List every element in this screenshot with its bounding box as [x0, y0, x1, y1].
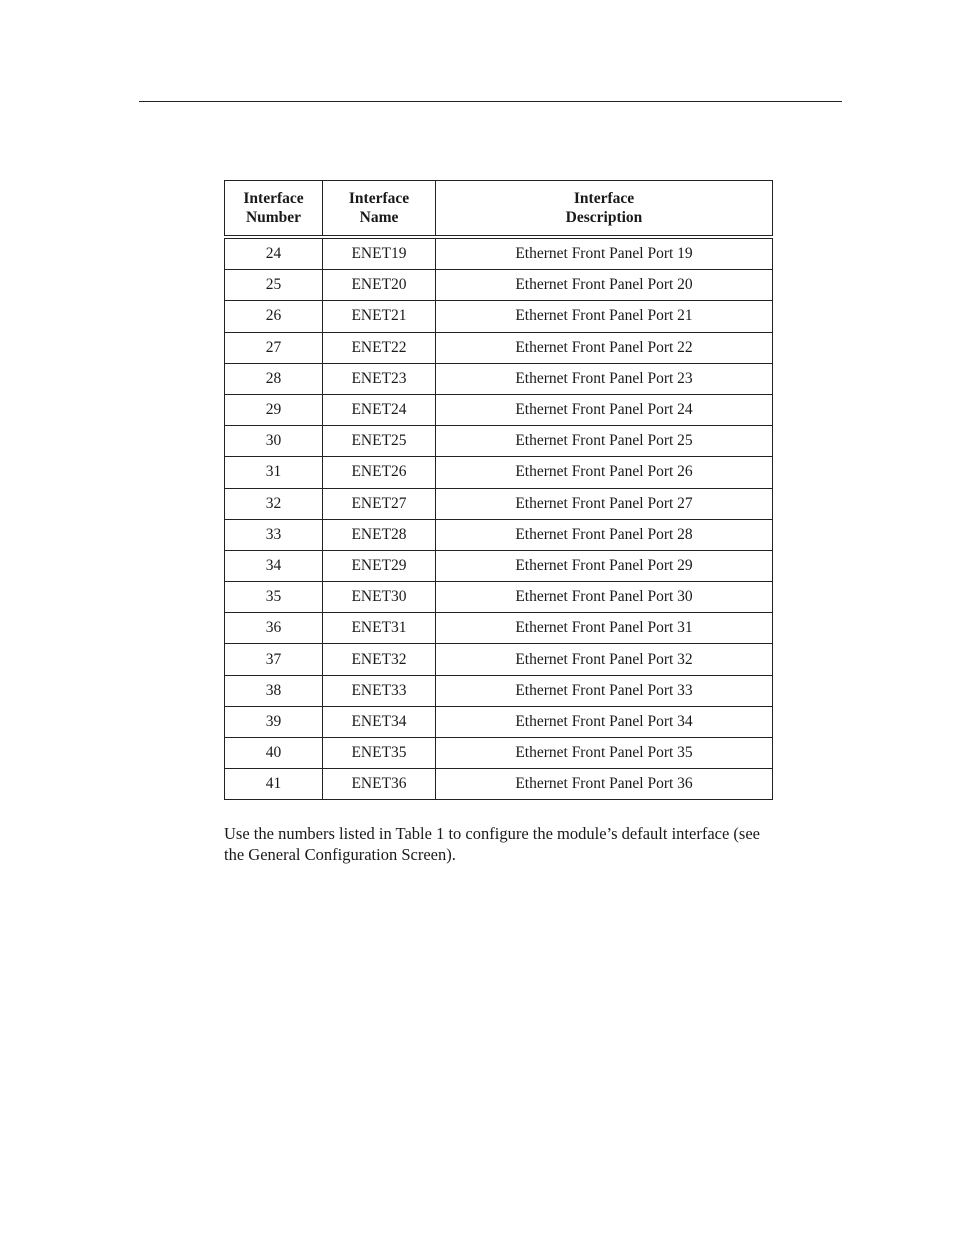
interface-table-container: [224, 180, 772, 800]
cell-interface-name: ENET33: [323, 675, 436, 706]
cell-interface-description: Ethernet Front Panel Port 20: [436, 270, 773, 301]
body-text-line-2: the General Configuration Screen).: [224, 845, 456, 864]
table-row: [225, 550, 773, 581]
cell-interface-number: 28: [225, 363, 323, 394]
cell-interface-number: 38: [225, 675, 323, 706]
cell-interface-description: Ethernet Front Panel Port 24: [436, 394, 773, 425]
cell-interface-description: Ethernet Front Panel Port 25: [436, 426, 773, 457]
table-row: [225, 706, 773, 737]
cell-interface-number: 29: [225, 394, 323, 425]
table-row: [225, 644, 773, 675]
cell-interface-description: Ethernet Front Panel Port 33: [436, 675, 773, 706]
cell-interface-name: ENET20: [323, 270, 436, 301]
cell-interface-description: Ethernet Front Panel Port 36: [436, 769, 773, 800]
cell-interface-description: Ethernet Front Panel Port 35: [436, 738, 773, 769]
table-row: [225, 301, 773, 332]
table-row: [225, 363, 773, 394]
header-interface-name: Interface Name: [323, 181, 436, 238]
table-row: [225, 426, 773, 457]
cell-interface-number: 41: [225, 769, 323, 800]
table-row: [225, 270, 773, 301]
cell-interface-name: ENET24: [323, 394, 436, 425]
cell-interface-number: 39: [225, 706, 323, 737]
cell-interface-description: Ethernet Front Panel Port 19: [436, 237, 773, 270]
cell-interface-name: ENET29: [323, 550, 436, 581]
cell-interface-number: 35: [225, 582, 323, 613]
cell-interface-name: ENET36: [323, 769, 436, 800]
cell-interface-number: 31: [225, 457, 323, 488]
cell-interface-name: ENET26: [323, 457, 436, 488]
body-text-line-1: Use the numbers listed in Table 1 to configure the module’s default interface (see: [224, 824, 760, 843]
header-interface-number: Interface Number: [225, 181, 323, 238]
cell-interface-description: Ethernet Front Panel Port 23: [436, 363, 773, 394]
cell-interface-name: ENET21: [323, 301, 436, 332]
cell-interface-name: ENET32: [323, 644, 436, 675]
cell-interface-name: ENET19: [323, 237, 436, 270]
table-row: [225, 769, 773, 800]
header-interface-description: Interface Description: [436, 181, 773, 238]
cell-interface-description: Ethernet Front Panel Port 29: [436, 550, 773, 581]
table-row: [225, 519, 773, 550]
table-row: [225, 394, 773, 425]
interface-table: [224, 180, 773, 800]
cell-interface-description: Ethernet Front Panel Port 31: [436, 613, 773, 644]
cell-interface-number: 30: [225, 426, 323, 457]
cell-interface-name: ENET35: [323, 738, 436, 769]
cell-interface-name: ENET30: [323, 582, 436, 613]
cell-interface-name: ENET34: [323, 706, 436, 737]
cell-interface-name: ENET28: [323, 519, 436, 550]
cell-interface-number: 33: [225, 519, 323, 550]
cell-interface-number: 36: [225, 613, 323, 644]
body-paragraph: [224, 823, 849, 865]
cell-interface-number: 24: [225, 237, 323, 270]
cell-interface-description: Ethernet Front Panel Port 32: [436, 644, 773, 675]
cell-interface-number: 40: [225, 738, 323, 769]
cell-interface-number: 27: [225, 332, 323, 363]
cell-interface-number: 25: [225, 270, 323, 301]
cell-interface-name: ENET25: [323, 426, 436, 457]
table-body: [225, 237, 773, 800]
table-row: [225, 457, 773, 488]
cell-interface-number: 26: [225, 301, 323, 332]
table-row: [225, 738, 773, 769]
cell-interface-description: Ethernet Front Panel Port 21: [436, 301, 773, 332]
table-row: [225, 675, 773, 706]
cell-interface-description: Ethernet Front Panel Port 27: [436, 488, 773, 519]
cell-interface-number: 32: [225, 488, 323, 519]
cell-interface-name: ENET22: [323, 332, 436, 363]
cell-interface-number: 37: [225, 644, 323, 675]
table-header-row: [225, 181, 773, 238]
table-row: [225, 237, 773, 270]
header-rule: [139, 101, 842, 102]
table-row: [225, 613, 773, 644]
cell-interface-description: Ethernet Front Panel Port 30: [436, 582, 773, 613]
cell-interface-description: Ethernet Front Panel Port 28: [436, 519, 773, 550]
table-row: [225, 332, 773, 363]
cell-interface-name: ENET27: [323, 488, 436, 519]
table-row: [225, 488, 773, 519]
cell-interface-description: Ethernet Front Panel Port 22: [436, 332, 773, 363]
cell-interface-name: ENET31: [323, 613, 436, 644]
cell-interface-number: 34: [225, 550, 323, 581]
cell-interface-description: Ethernet Front Panel Port 26: [436, 457, 773, 488]
cell-interface-description: Ethernet Front Panel Port 34: [436, 706, 773, 737]
table-row: [225, 582, 773, 613]
cell-interface-name: ENET23: [323, 363, 436, 394]
